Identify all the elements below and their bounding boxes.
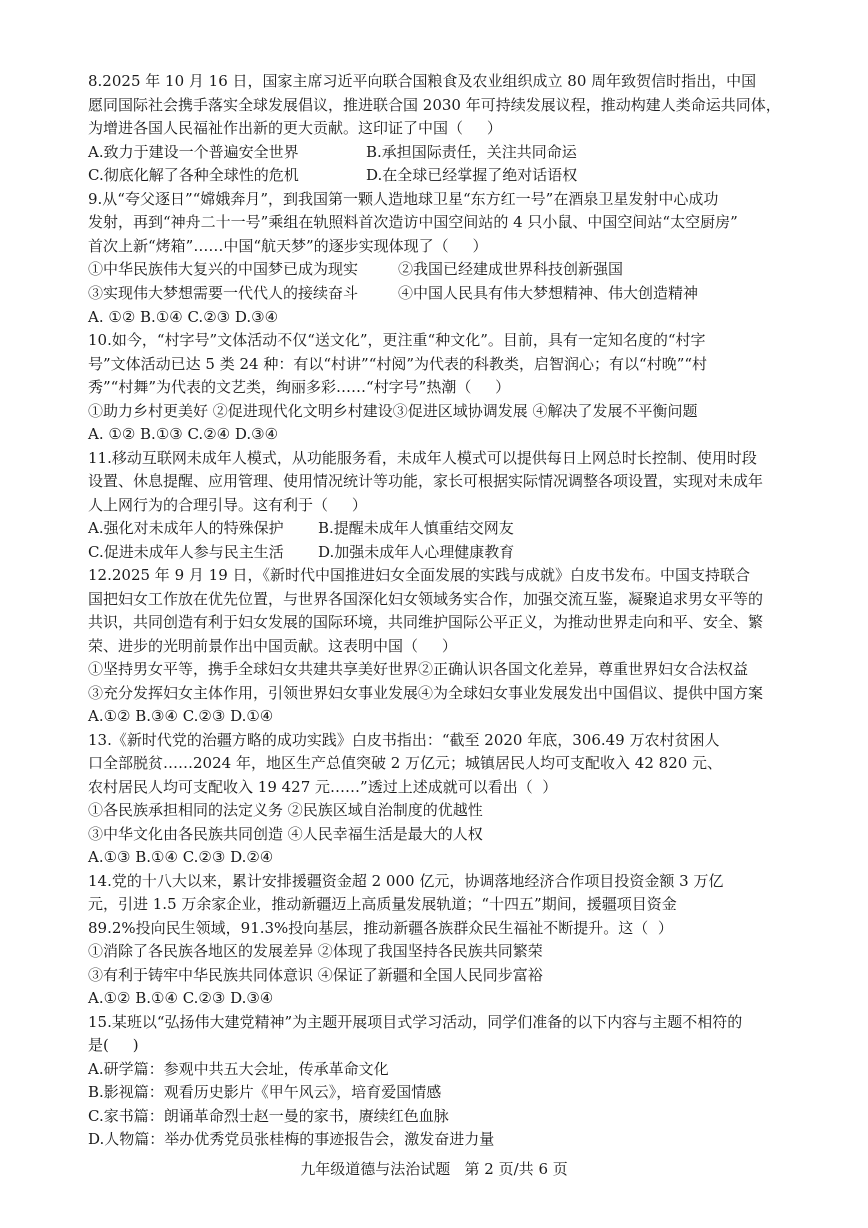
q12-statements-1-2: ①坚持男女平等，携手全球妇女共建共享美好世界②正确认识各国文化差异，尊重世界妇女合法权益 xyxy=(88,660,749,678)
page-footer: 九年级道德与法治试题 第 2 页/共 6 页 xyxy=(300,1160,568,1178)
q10-answer-choices: A. ①② B.①③ C.②④ D.③④ xyxy=(88,425,279,443)
q8-line-3: 为增进各国人民福祉作出新的更大贡献。这印证了中国（ ） xyxy=(88,119,502,137)
q14-line-2: 元，引进 1.5 万余家企业，推动新疆迈上高质量发展轨道；“十四五”期间，援疆项目资金 xyxy=(88,895,677,913)
q11-option-d: D.加强未成年人心理健康教育 xyxy=(318,543,515,561)
q12-statements-3-4: ③充分发挥妇女主体作用，引领世界妇女事业发展④为全球妇女事业发展发出中国倡议、提供中国方案 xyxy=(88,684,764,702)
q11-line-1: 11.移动互联网未成年人模式，从功能服务看，未成年人模式可以提供每日上网总时长控制、使用时段 xyxy=(88,449,757,467)
q8-option-d: D.在全球已经掌握了绝对话语权 xyxy=(366,166,578,184)
q10-line-1: 10.如今，“村字号”文体活动不仅“送文化”，更注重“种文化”。目前，具有一定知名度的“村字 xyxy=(88,331,706,349)
q14-statements-3-4: ③有利于铸牢中华民族共同体意识 ④保证了新疆和全国人民同步富裕 xyxy=(88,966,543,984)
q15-option-a: A.研学篇：参观中共五大会址，传承革命文化 xyxy=(88,1060,389,1078)
q14-answer-choices: A.①② B.①④ C.②③ D.③④ xyxy=(88,989,274,1007)
q13-statements-3-4: ③中华文化由各民族共同创造 ④人民幸福生活是最大的人权 xyxy=(88,825,483,843)
q13-line-2: 口全部脱贫……2024 年，地区生产总值突破 2 万亿元；城镇居民人均可支配收入 42 820 元、 xyxy=(88,754,723,772)
q9-statement-3: ③实现伟大梦想需要一代代人的接续奋斗 xyxy=(88,284,359,302)
q12-line-3: 共识，共同创造有利于妇女发展的国际环境，共同维护国际公平正义，为推动世界走向和平、安全、繁 xyxy=(88,613,764,631)
q12-line-1: 12.2025 年 9 月 19 日，《新时代中国推进妇女全面发展的实践与成就》白皮书发布。中国支持联合 xyxy=(88,566,751,584)
q14-line-1: 14.党的十八大以来，累计安排援疆资金超 2 000 亿元，协调落地经济合作项目投资金额 3 万亿 xyxy=(88,872,724,890)
q15-option-d: D.人物篇：举办优秀党员张桂梅的事迹报告会，激发奋进力量 xyxy=(88,1130,495,1148)
q11-line-2: 设置、休息提醒、应用管理、使用情况统计等功能，家长可根据实际情况调整各项设置，实现对未成年 xyxy=(88,472,764,490)
q8-line-2: 愿同国际社会携手落实全球发展倡议，推进联合国 2030 年可持续发展议程，推动构建人类命运共同体， xyxy=(88,96,781,114)
q9-statement-1: ①中华民族伟大复兴的中国梦已成为现实 xyxy=(88,260,359,278)
q12-line-2: 国把妇女工作放在优先位置，与世界各国深化妇女领域务实合作，加强交流互鉴，凝聚追求男女平等的 xyxy=(88,590,764,608)
q15-option-c: C.家书篇：朗诵革命烈士赵一曼的家书，赓续红色血脉 xyxy=(88,1107,449,1125)
q9-line-2: 发射，再到“神舟二十一号”乘组在轨照料首次造访中国空间站的 4 只小鼠、中国空间站“太空厨房” xyxy=(88,213,738,231)
q15-option-b: B.影视篇：观看历史影片《甲午风云》，培育爱国情感 xyxy=(88,1083,442,1101)
q9-statement-2: ②我国已经建成世界科技创新强国 xyxy=(398,260,624,278)
q13-statements-1-2: ①各民族承担相同的法定义务 ②民族区域自治制度的优越性 xyxy=(88,801,483,819)
q14-statements-1-2: ①消除了各民族各地区的发展差异 ②体现了我国坚持各民族共同繁荣 xyxy=(88,942,543,960)
q8-option-b: B.承担国际责任，关注共同命运 xyxy=(366,143,577,161)
q10-statements: ①助力乡村更美好 ②促进现代化文明乡村建设③促进区域协调发展 ④解决了发展不平衡问题 xyxy=(88,402,698,420)
q12-answer-choices: A.①② B.③④ C.②③ D.①④ xyxy=(88,707,274,725)
q9-line-1: 9.从“夸父逐日”“嫦娥奔月”，到我国第一颗人造地球卫星“东方红一号”在酒泉卫星发射中心成功 xyxy=(88,190,719,208)
q13-line-1: 13.《新时代党的治疆方略的成功实践》白皮书指出：“截至 2020 年底，306.49 万农村贫困人 xyxy=(88,731,720,749)
q15-line-2: 是( ) xyxy=(88,1036,139,1054)
q13-answer-choices: A.①③ B.①④ C.②③ D.②④ xyxy=(88,848,274,866)
q15-line-1: 15.某班以“弘扬伟大建党精神”为主题开展项目式学习活动，同学们准备的以下内容与主题不相符的 xyxy=(88,1013,743,1031)
q8-option-a: A.致力于建设一个普遍安全世界 xyxy=(88,143,299,161)
q9-line-3: 首次上新“烤箱”……中国“航天梦”的逐步实现体现了（ ） xyxy=(88,237,488,255)
q13-line-3: 农村居民人均可支配收入 19 427 元……”透过上述成就可以看出（ ） xyxy=(88,778,558,796)
q11-option-b: B.提醒未成年人慎重结交网友 xyxy=(318,519,514,537)
q8-option-c: C.彻底化解了各种全球性的危机 xyxy=(88,166,299,184)
q10-line-2: 号”文体活动已达 5 类 24 种：有以“村讲”“村阅”为代表的科教类，启智润心；有以“村晚”“村 xyxy=(88,355,708,373)
q11-option-a: A.强化对未成年人的特殊保护 xyxy=(88,519,284,537)
q10-line-3: 秀”“村舞”为代表的文艺类，绚丽多彩……“村字号”热潮（ ） xyxy=(88,378,511,396)
q14-line-3: 89.2%投向民生领域，91.3%投向基层，推动新疆各族群众民生福祉不断提升。这（ ） xyxy=(88,919,673,937)
q9-statement-4: ④中国人民具有伟大梦想精神、伟大创造精神 xyxy=(398,284,699,302)
q12-line-4: 荣、进步的光明前景作出中国贡献。这表明中国（ ） xyxy=(88,637,457,655)
q11-option-c: C.促进未成年人参与民主生活 xyxy=(88,543,284,561)
q9-answer-choices: A. ①② B.①④ C.②③ D.③④ xyxy=(88,308,279,326)
q11-line-3: 人上网行为的合理引导。这有利于（ ） xyxy=(88,496,367,514)
q8-line-1: 8.2025 年 10 月 16 日，国家主席习近平向联合国粮食及农业组织成立 80 周年致贺信时指出，中国 xyxy=(88,72,757,90)
